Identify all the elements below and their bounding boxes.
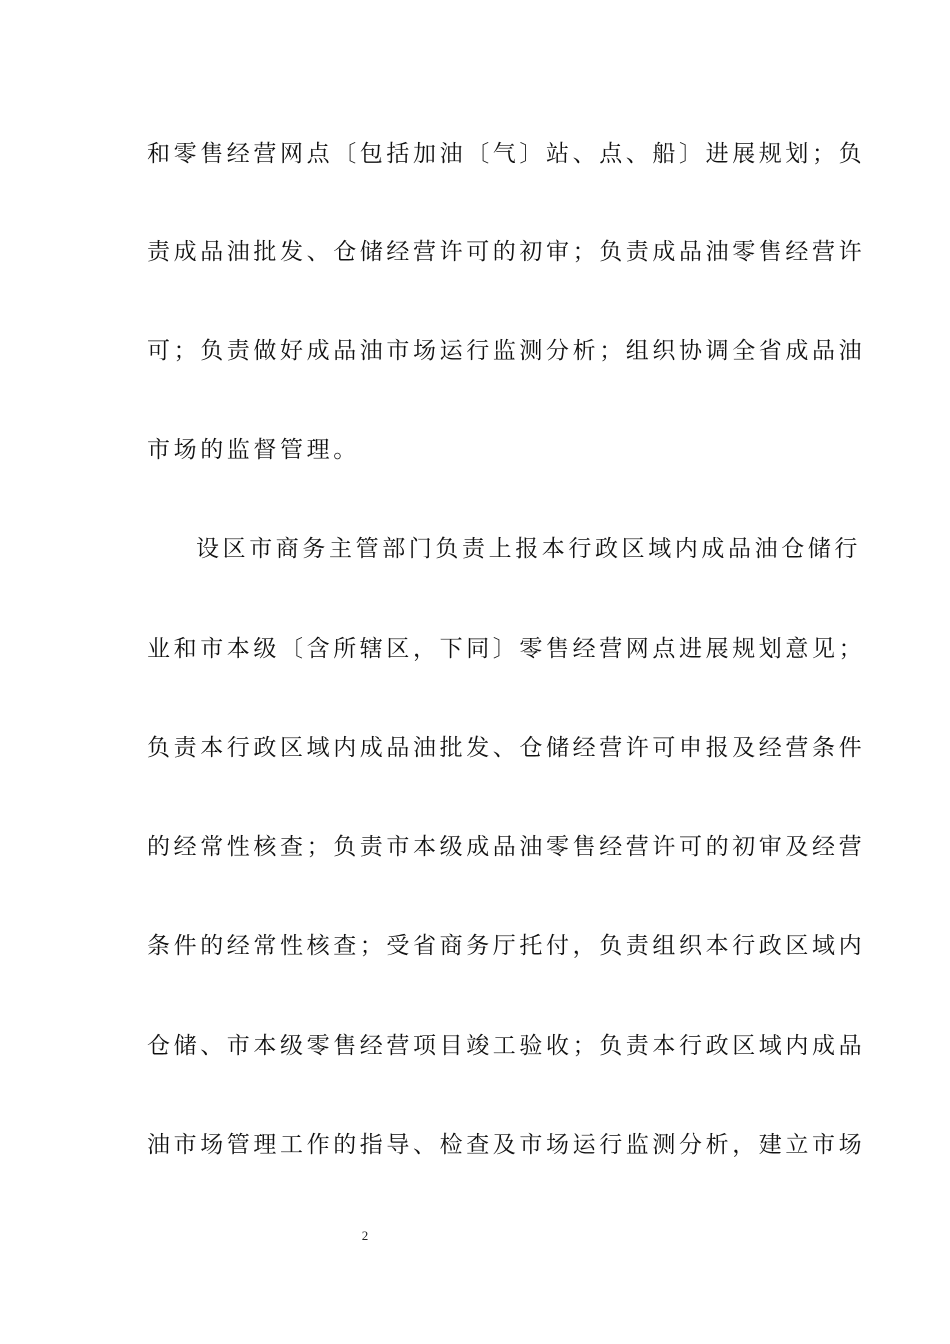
- text-line: 责成品油批发、仓储经营许可的初审；负责成品油零售经营许: [147, 239, 866, 265]
- text-line: 条件的经常性核查；受省商务厅托付，负责组织本行政区域内: [147, 933, 866, 959]
- text-line: 仓储、市本级零售经营项目竣工验收；负责本行政区域内成品: [147, 1033, 866, 1059]
- text-line: 油市场管理工作的指导、检查及市场运行监测分析，建立市场: [147, 1132, 866, 1158]
- text-line: 业和市本级〔含所辖区，下同〕零售经营网点进展规划意见；: [147, 636, 866, 662]
- text-line: 市场的监督管理。: [147, 437, 360, 463]
- paragraph-first-line: 设区市商务主管部门负责上报本行政区域内成品油仓储行: [196, 536, 861, 562]
- text-line: 和零售经营网点〔包括加油〔气〕站、点、船〕进展规划；负: [147, 141, 866, 167]
- text-line: 的经常性核查；负责市本级成品油零售经营许可的初审及经营: [147, 834, 866, 860]
- text-line: 可；负责做好成品油市场运行监测分析；组织协调全省成品油: [147, 338, 866, 364]
- text-line: 负责本行政区域内成品油批发、仓储经营许可申报及经营条件: [147, 735, 866, 761]
- page-number: 2: [361, 1228, 369, 1243]
